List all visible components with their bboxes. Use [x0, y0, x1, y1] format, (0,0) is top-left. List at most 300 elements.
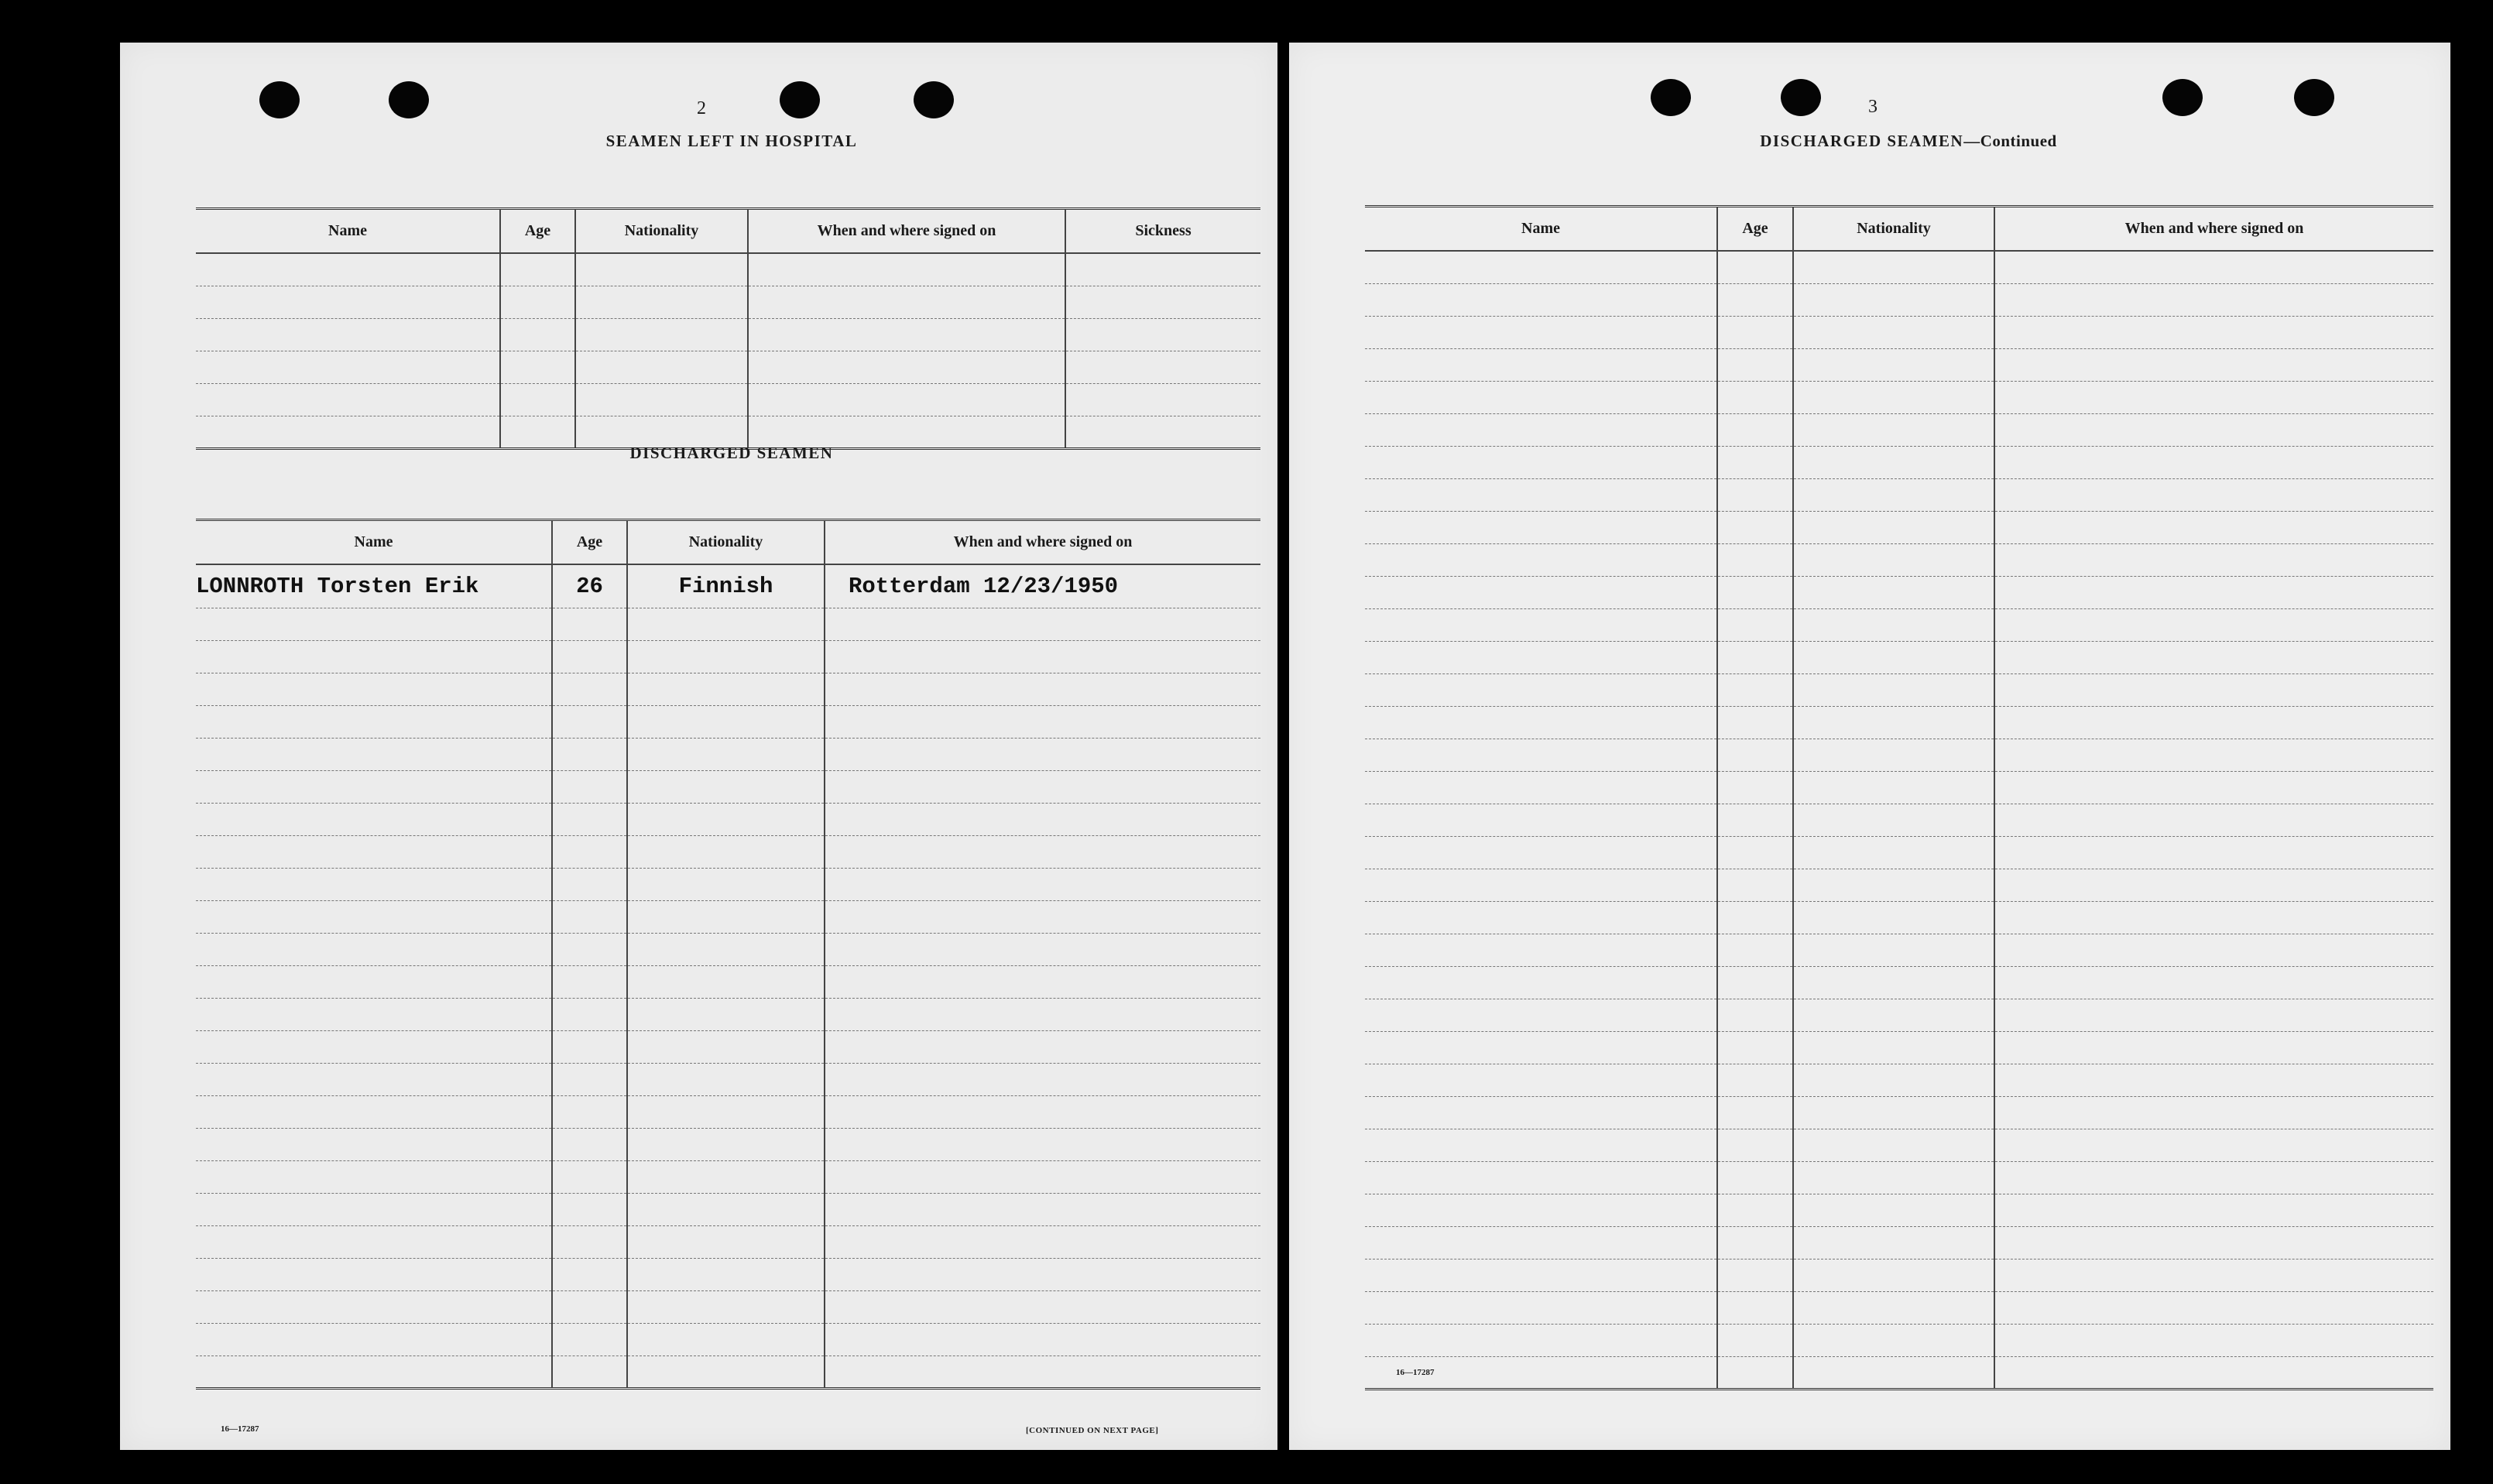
- table-cell: [196, 1193, 552, 1225]
- col-header-name: Name: [196, 209, 500, 254]
- table-row: [1365, 934, 2433, 966]
- table-cell: [1793, 1064, 1994, 1096]
- table-cell: [1994, 934, 2433, 966]
- table-cell: [627, 1225, 825, 1258]
- table-row: [1365, 283, 2433, 316]
- table-cell: [1365, 673, 1717, 706]
- hospital-table: [196, 207, 1260, 450]
- table-cell: [1365, 251, 1717, 283]
- table-row: [196, 1128, 1260, 1160]
- table-row: [196, 286, 1260, 318]
- table-cell: [825, 1323, 1260, 1355]
- table-cell: [196, 1063, 552, 1095]
- table-row: [196, 1160, 1260, 1193]
- table-cell: [627, 1290, 825, 1323]
- table-cell: [1994, 1031, 2433, 1064]
- table-cell: [627, 933, 825, 965]
- table-cell: [1717, 869, 1793, 901]
- table-cell: [196, 770, 552, 803]
- col-header-nationality: Nationality: [627, 520, 825, 565]
- table-cell: [552, 1095, 627, 1128]
- table-cell: [1717, 1259, 1793, 1291]
- table-cell: [196, 673, 552, 705]
- punch-hole: [780, 81, 820, 118]
- table-cell: [552, 1193, 627, 1225]
- table-cell: [552, 1290, 627, 1323]
- table-cell: [1793, 251, 1994, 283]
- table-cell: [825, 1160, 1260, 1193]
- table-cell: [1793, 706, 1994, 739]
- table-cell: [1717, 1356, 1793, 1389]
- table-cell: [1717, 576, 1793, 608]
- table-cell: [825, 933, 1260, 965]
- table-cell: [825, 1095, 1260, 1128]
- table-cell: [627, 1095, 825, 1128]
- table-cell: [500, 318, 575, 351]
- table-cell: [825, 1128, 1260, 1160]
- table-cell: [825, 1193, 1260, 1225]
- table-cell: [1717, 511, 1793, 543]
- table-cell: [825, 770, 1260, 803]
- table-cell: [1793, 478, 1994, 511]
- title-main: DISCHARGED SEAMEN: [1760, 132, 1964, 150]
- table-cell: [1793, 1291, 1994, 1324]
- table-row: [196, 705, 1260, 738]
- table-cell: [627, 738, 825, 770]
- table-row: [1365, 478, 2433, 511]
- table-cell: [627, 1160, 825, 1193]
- table-cell: [1717, 1226, 1793, 1259]
- table-cell: [1994, 251, 2433, 283]
- table-cell: [825, 673, 1260, 705]
- col-header-signed-on: When and where signed on: [825, 520, 1260, 565]
- table-cell: [552, 673, 627, 705]
- table-cell: [1365, 1031, 1717, 1064]
- table-row: [1365, 316, 2433, 348]
- table-row: [196, 1225, 1260, 1258]
- seaman-age: 26: [552, 564, 627, 608]
- col-header-age: Age: [1717, 207, 1793, 252]
- table-cell: [1994, 576, 2433, 608]
- table-cell: [1365, 999, 1717, 1031]
- table-row: [1365, 608, 2433, 641]
- table-cell: [825, 640, 1260, 673]
- table-cell: [1065, 286, 1260, 318]
- table-cell: [1365, 934, 1717, 966]
- table-cell: [196, 1290, 552, 1323]
- table-cell: [552, 705, 627, 738]
- table-cell: [1793, 641, 1994, 673]
- table-cell: [1793, 543, 1994, 576]
- table-row: [196, 965, 1260, 998]
- punch-hole: [389, 81, 429, 118]
- table-cell: [1365, 1129, 1717, 1161]
- table-row: [1365, 1064, 2433, 1096]
- table-cell: [196, 351, 500, 383]
- table-row: [1365, 511, 2433, 543]
- table-cell: [196, 383, 500, 416]
- table-cell: [1717, 381, 1793, 413]
- table-cell: [1994, 478, 2433, 511]
- table-cell: [1793, 966, 1994, 999]
- table-cell: [1717, 999, 1793, 1031]
- table-cell: [1793, 348, 1994, 381]
- table-cell: [748, 286, 1065, 318]
- table-cell: [552, 640, 627, 673]
- table-cell: [1793, 316, 1994, 348]
- table-row: [1365, 381, 2433, 413]
- table-row: [1365, 1129, 2433, 1161]
- table-cell: [1365, 1194, 1717, 1226]
- table-cell: [552, 835, 627, 868]
- table-cell: [1365, 1226, 1717, 1259]
- table-row: [1365, 869, 2433, 901]
- table-cell: [196, 998, 552, 1030]
- table-cell: [196, 803, 552, 835]
- table-cell: [627, 868, 825, 900]
- table-cell: [1365, 1064, 1717, 1096]
- table-row: [1365, 1226, 2433, 1259]
- table-cell: [1793, 446, 1994, 478]
- table-cell: [1994, 1226, 2433, 1259]
- table-cell: [627, 1323, 825, 1355]
- table-cell: [552, 998, 627, 1030]
- table-cell: [552, 1258, 627, 1290]
- table-cell: [552, 608, 627, 640]
- table-row: [196, 673, 1260, 705]
- table-cell: [500, 351, 575, 383]
- table-cell: [1717, 706, 1793, 739]
- table-cell: [575, 253, 748, 286]
- table-cell: [1717, 1031, 1793, 1064]
- table-cell: [1994, 966, 2433, 999]
- table-cell: [1994, 739, 2433, 771]
- table-cell: [1365, 771, 1717, 804]
- table-cell: [1717, 673, 1793, 706]
- table-cell: [825, 738, 1260, 770]
- table-cell: [1365, 836, 1717, 869]
- table-cell: [1994, 641, 2433, 673]
- table-row: [1365, 1031, 2433, 1064]
- table-row: [196, 868, 1260, 900]
- table-cell: [1717, 934, 1793, 966]
- table-cell: [1793, 673, 1994, 706]
- table-cell: [1994, 771, 2433, 804]
- table-cell: [196, 835, 552, 868]
- punch-hole: [914, 81, 954, 118]
- table-cell: [552, 1355, 627, 1388]
- table-row: [1365, 706, 2433, 739]
- table-row: [196, 1063, 1260, 1095]
- col-header-nationality: Nationality: [575, 209, 748, 254]
- table-cell: [552, 1030, 627, 1063]
- table-cell: [1793, 836, 1994, 869]
- table-cell: [1994, 1064, 2433, 1096]
- table-cell: [825, 1290, 1260, 1323]
- table-row: [1365, 348, 2433, 381]
- table-cell: [1994, 413, 2433, 446]
- table-cell: [1065, 253, 1260, 286]
- punch-hole: [2294, 79, 2334, 116]
- table-cell: [1994, 836, 2433, 869]
- table-cell: [1994, 511, 2433, 543]
- table-cell: [552, 933, 627, 965]
- col-header-age: Age: [500, 209, 575, 254]
- table-cell: [1717, 641, 1793, 673]
- table-cell: [552, 770, 627, 803]
- table-row: [196, 564, 1260, 608]
- table-row: [196, 738, 1260, 770]
- table-cell: [1994, 869, 2433, 901]
- table-cell: [1717, 413, 1793, 446]
- table-cell: [500, 383, 575, 416]
- table-cell: [1717, 1096, 1793, 1129]
- table-cell: [1994, 381, 2433, 413]
- punch-hole: [1781, 79, 1821, 116]
- form-number: 16—17287: [221, 1424, 259, 1434]
- table-cell: [1065, 351, 1260, 383]
- table-cell: [825, 835, 1260, 868]
- table-cell: [825, 1355, 1260, 1388]
- hospital-section-title: SEAMEN LEFT IN HOSPITAL: [605, 132, 858, 150]
- table-cell: [1793, 381, 1994, 413]
- table-cell: [1994, 804, 2433, 836]
- table-cell: [748, 351, 1065, 383]
- table-cell: [1365, 739, 1717, 771]
- table-cell: [1365, 511, 1717, 543]
- table-cell: [1994, 1129, 2433, 1161]
- table-cell: [552, 900, 627, 933]
- discharged-continued-title: [1676, 132, 2141, 151]
- table-cell: [1717, 316, 1793, 348]
- table-cell: [1065, 416, 1260, 448]
- table-cell: [196, 286, 500, 318]
- table-cell: [825, 705, 1260, 738]
- table-cell: [1717, 966, 1793, 999]
- table-cell: [500, 253, 575, 286]
- table-cell: [552, 1128, 627, 1160]
- table-cell: [1365, 446, 1717, 478]
- discharged-continued-table: [1365, 205, 2433, 1390]
- table-row: [1365, 543, 2433, 576]
- table-row: [196, 1258, 1260, 1290]
- table-row: [1365, 641, 2433, 673]
- table-cell: [196, 705, 552, 738]
- table-cell: [1793, 1259, 1994, 1291]
- table-cell: [1365, 804, 1717, 836]
- table-cell: [627, 1193, 825, 1225]
- table-cell: [1717, 1291, 1793, 1324]
- col-header-signed-on: When and where signed on: [748, 209, 1065, 254]
- table-cell: [627, 1355, 825, 1388]
- table-row: [196, 1193, 1260, 1225]
- table-cell: [1365, 413, 1717, 446]
- page-number: 3: [1868, 97, 1877, 117]
- table-cell: [196, 1355, 552, 1388]
- table-cell: [552, 1063, 627, 1095]
- form-number: 16—17287: [1396, 1368, 1435, 1377]
- table-cell: [1717, 283, 1793, 316]
- table-cell: [1365, 869, 1717, 901]
- table-row: [1365, 413, 2433, 446]
- table-cell: [627, 1258, 825, 1290]
- table-row: [1365, 1161, 2433, 1194]
- table-cell: [552, 803, 627, 835]
- table-cell: [1793, 1161, 1994, 1194]
- table-cell: [1717, 771, 1793, 804]
- table-row: [1365, 1291, 2433, 1324]
- table-cell: [1717, 836, 1793, 869]
- table-row: [1365, 836, 2433, 869]
- table-cell: [1994, 999, 2433, 1031]
- table-cell: [1793, 1194, 1994, 1226]
- table-cell: [1717, 901, 1793, 934]
- table-cell: [1793, 999, 1994, 1031]
- col-header-age: Age: [552, 520, 627, 565]
- table-cell: [1994, 1324, 2433, 1356]
- table-cell: [627, 803, 825, 835]
- table-row: [196, 835, 1260, 868]
- table-cell: [1793, 1324, 1994, 1356]
- table-cell: [1994, 543, 2433, 576]
- table-cell: [825, 1225, 1260, 1258]
- table-row: [1365, 804, 2433, 836]
- table-row: [196, 383, 1260, 416]
- table-cell: [1717, 1129, 1793, 1161]
- table-cell: [1994, 1291, 2433, 1324]
- table-cell: [627, 640, 825, 673]
- table-cell: [1717, 543, 1793, 576]
- table-row: [1365, 673, 2433, 706]
- table-cell: [627, 1128, 825, 1160]
- table-row: [196, 253, 1260, 286]
- table-cell: [196, 1128, 552, 1160]
- table-row: [196, 1095, 1260, 1128]
- table-cell: [1365, 641, 1717, 673]
- table-cell: [1365, 608, 1717, 641]
- table-cell: [1793, 1356, 1994, 1389]
- table-cell: [1365, 1324, 1717, 1356]
- table-row: [1365, 1194, 2433, 1226]
- table-cell: [1994, 706, 2433, 739]
- table-cell: [552, 1160, 627, 1193]
- table-cell: [627, 900, 825, 933]
- table-cell: [627, 673, 825, 705]
- table-row: [196, 608, 1260, 640]
- table-row: [1365, 999, 2433, 1031]
- table-row: [196, 770, 1260, 803]
- discharged-table: [196, 519, 1260, 1390]
- table-cell: [1793, 608, 1994, 641]
- table-cell: [1717, 1324, 1793, 1356]
- table-cell: [196, 1030, 552, 1063]
- table-cell: [825, 965, 1260, 998]
- table-cell: [1994, 1161, 2433, 1194]
- table-row: [196, 318, 1260, 351]
- table-cell: [1994, 1356, 2433, 1389]
- table-cell: [1994, 1259, 2433, 1291]
- table-row: [196, 933, 1260, 965]
- table-cell: [1793, 413, 1994, 446]
- table-cell: [196, 608, 552, 640]
- table-row: [1365, 1259, 2433, 1291]
- table-cell: [1994, 316, 2433, 348]
- table-cell: [825, 1063, 1260, 1095]
- table-cell: [196, 738, 552, 770]
- table-row: [1365, 251, 2433, 283]
- page-number: 2: [697, 98, 706, 118]
- table-cell: [196, 965, 552, 998]
- table-row: [1365, 739, 2433, 771]
- table-row: [1365, 576, 2433, 608]
- table-cell: [627, 835, 825, 868]
- table-cell: [196, 416, 500, 448]
- table-cell: [825, 998, 1260, 1030]
- table-row: [196, 803, 1260, 835]
- table-cell: [1717, 478, 1793, 511]
- table-cell: [1365, 381, 1717, 413]
- title-continued: —Continued: [1963, 132, 2057, 150]
- table-cell: [627, 1063, 825, 1095]
- table-cell: [627, 1030, 825, 1063]
- table-cell: [1365, 543, 1717, 576]
- table-row: [1365, 1324, 2433, 1356]
- table-cell: [1994, 901, 2433, 934]
- left-form-page: [120, 43, 1277, 1450]
- table-cell: [627, 770, 825, 803]
- table-cell: [196, 868, 552, 900]
- table-cell: [1793, 739, 1994, 771]
- table-cell: [1994, 673, 2433, 706]
- continued-note: [CONTINUED ON NEXT PAGE]: [1026, 1426, 1159, 1435]
- table-cell: [1365, 283, 1717, 316]
- table-cell: [1717, 739, 1793, 771]
- table-cell: [825, 1258, 1260, 1290]
- table-cell: [1994, 608, 2433, 641]
- table-cell: [627, 965, 825, 998]
- table-cell: [1793, 511, 1994, 543]
- table-cell: [552, 738, 627, 770]
- table-cell: [196, 1225, 552, 1258]
- table-cell: [196, 318, 500, 351]
- table-cell: [1994, 446, 2433, 478]
- table-cell: [1994, 283, 2433, 316]
- table-cell: [1793, 1129, 1994, 1161]
- table-cell: [1365, 316, 1717, 348]
- col-header-sickness: Sickness: [1065, 209, 1260, 254]
- table-cell: [1793, 804, 1994, 836]
- table-cell: [196, 933, 552, 965]
- punch-hole: [259, 81, 300, 118]
- table-cell: [1793, 1226, 1994, 1259]
- table-row: [196, 900, 1260, 933]
- table-cell: [552, 1323, 627, 1355]
- table-cell: [196, 1095, 552, 1128]
- col-header-name: Name: [196, 520, 552, 565]
- right-form-page: [1289, 43, 2450, 1450]
- table-cell: [627, 998, 825, 1030]
- table-cell: [1793, 934, 1994, 966]
- table-cell: [1365, 576, 1717, 608]
- table-cell: [196, 900, 552, 933]
- table-cell: [1365, 348, 1717, 381]
- table-cell: [1793, 771, 1994, 804]
- table-cell: [552, 868, 627, 900]
- table-row: [1365, 966, 2433, 999]
- table-cell: [1065, 383, 1260, 416]
- table-row: [196, 640, 1260, 673]
- table-cell: [1365, 1259, 1717, 1291]
